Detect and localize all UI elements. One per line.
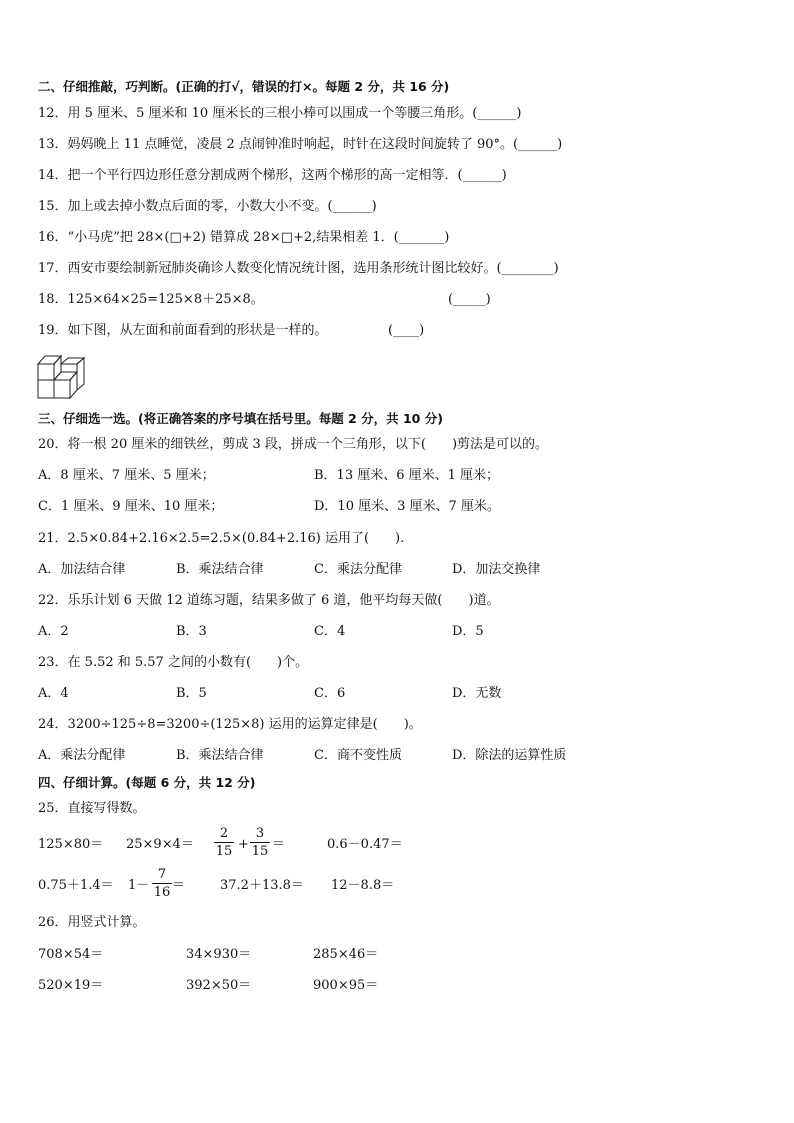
plus-sign: + [238,837,249,852]
calc-26-1: 708×54＝ [38,947,104,962]
q24-option-d[interactable]: D．除法的运算性质 [452,748,567,763]
section-heading-judge: 二、仔细推敲，巧判断。(正确的打√，错误的打×。每题 2 分，共 16 分) [38,79,450,94]
q20-option-a[interactable]: A．8 厘米、7 厘米、5 厘米； [38,468,215,483]
q23-option-c[interactable]: C．6 [314,686,346,701]
calc-25-1: 125×80＝ [38,837,104,852]
q24-option-b[interactable]: B．乘法结合律 [176,748,264,763]
question-17: 17．西安市要绘制新冠肺炎确诊人数变化情况统计图，选用条形统计图比较好。(________) [38,261,559,276]
fraction-2-15 [214,826,234,859]
fraction-denominator: 16 [153,885,171,900]
question-24: 24．3200÷125÷8=3200÷(125×8) 运用的运算定律是( )。 [38,717,422,732]
section-heading-choose: 三、仔细选一选。(将正确答案的序号填在括号里。每题 2 分，共 10 分) [38,411,443,426]
calc-25-8: 12－8.8＝ [331,878,395,893]
q21-option-c[interactable]: C．乘法分配律 [314,562,402,577]
question-26: 26．用竖式计算。 [38,915,146,930]
fraction-numerator: 2 [219,826,229,841]
q24-option-a[interactable]: A．乘法分配律 [38,748,126,763]
cube-stack-figure [36,350,90,402]
equals-sign: ＝ [172,878,186,893]
question-22: 22．乐乐计划 6 天做 12 道练习题，结果多做了 6 道，他平均每天做( )道。 [38,593,500,608]
q23-option-b[interactable]: B．5 [176,686,207,701]
calc-25-4: 0.6－0.47＝ [327,837,403,852]
calc-26-2: 34×930＝ [186,947,252,962]
calc-25-2: 25×9×4＝ [126,837,194,852]
q24-option-c[interactable]: C．商不变性质 [314,748,402,763]
fraction-numerator: 3 [255,826,265,841]
question-14: 14．把一个平行四边形任意分割成两个梯形，这两个梯形的高一定相等．(______) [38,168,507,183]
question-20: 20．将一根 20 厘米的细铁丝，剪成 3 段，拼成一个三角形，以下( )剪法是可以的。 [38,437,549,452]
q21-option-a[interactable]: A．加法结合律 [38,562,126,577]
equals-sign: ＝ [272,837,286,852]
fraction-bar [152,883,172,884]
q20-option-d[interactable]: D．10 厘米、3 厘米、7 厘米。 [314,499,500,514]
calc-26-4: 520×19＝ [38,978,104,993]
q22-option-d[interactable]: D．5 [452,624,484,639]
fraction-7-16 [152,867,172,900]
fraction-denominator: 15 [215,844,233,859]
fraction-numerator: 7 [157,867,167,882]
section-heading-calc: 四、仔细计算。(每题 6 分，共 12 分) [38,775,256,790]
answer-blank-19[interactable]: (____) [388,323,425,338]
q21-option-d[interactable]: D．加法交换律 [452,562,541,577]
calc-25-7: 37.2＋13.8＝ [220,878,304,893]
question-23: 23．在 5.52 和 5.57 之间的小数有( )个。 [38,655,309,670]
q23-option-a[interactable]: A．4 [38,686,69,701]
q22-option-b[interactable]: B．3 [176,624,207,639]
fraction-bar [250,842,270,843]
answer-blank-18[interactable]: (_____) [448,292,491,307]
calc-26-3: 285×46＝ [313,947,379,962]
fraction-denominator: 15 [251,844,269,859]
question-18: 18．125×64×25=125×8＋25×8。 [38,292,264,307]
q22-option-a[interactable]: A．2 [38,624,69,639]
q20-option-c[interactable]: C．1 厘米、9 厘米、10 厘米； [38,499,224,514]
calc-25-5: 0.75＋1.4＝ [38,878,114,893]
question-16: 16．“小马虎”把 28×(□+2) 错算成 28×□+2,结果相差 1．(_______) [38,230,450,245]
question-13: 13．妈妈晚上 11 点睡觉，凌晨 2 点闹钟准时响起，时针在这段时间旋转了 90°。(______) [38,137,563,152]
q21-option-b[interactable]: B．乘法结合律 [176,562,264,577]
question-12: 12．用 5 厘米、5 厘米和 10 厘米长的三根小棒可以围成一个等腰三角形。(______) [38,106,522,121]
question-21: 21．2.5×0.84+2.16×2.5=2.5×(0.84+2.16) 运用了( ). [38,531,405,546]
question-25: 25．直接写得数。 [38,801,146,816]
calc-26-6: 900×95＝ [313,978,379,993]
fraction-3-15 [250,826,270,859]
fraction-bar [214,842,234,843]
q20-option-b[interactable]: B．13 厘米、6 厘米、1 厘米； [314,468,500,483]
question-15: 15．加上或去掉小数点后面的零，小数大小不变。(______) [38,199,377,214]
one-minus: 1－ [128,878,150,893]
q23-option-d[interactable]: D．无数 [452,686,502,701]
calc-26-5: 392×50＝ [186,978,252,993]
q22-option-c[interactable]: C．4 [314,624,346,639]
question-19: 19．如下图，从左面和前面看到的形状是一样的。 [38,323,328,338]
